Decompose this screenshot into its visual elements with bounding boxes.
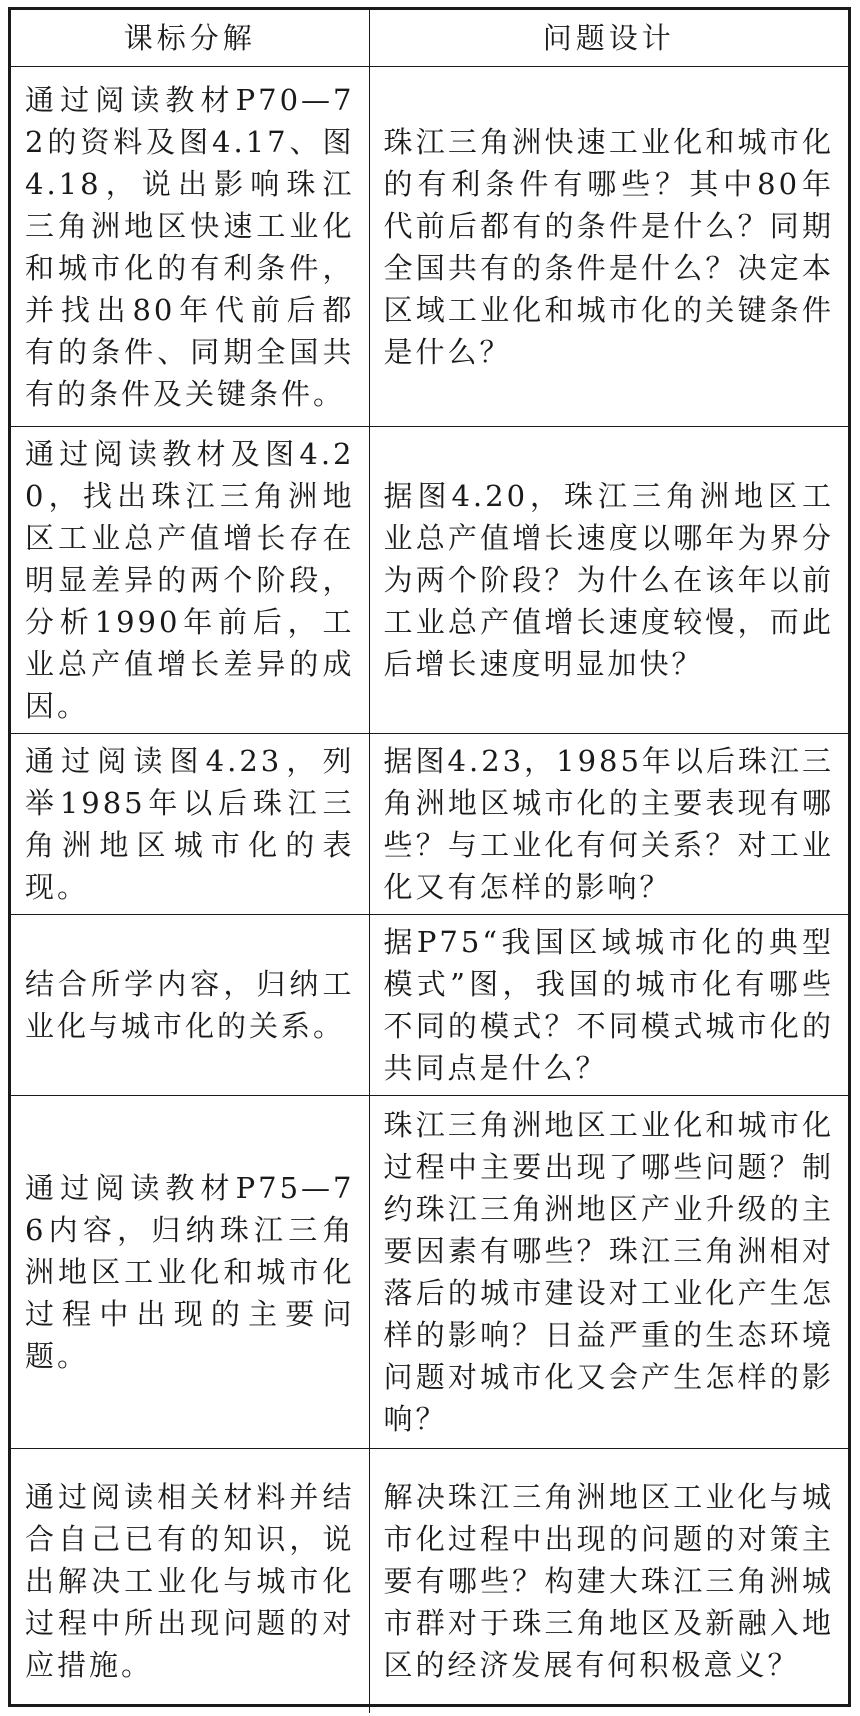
table-row bbox=[11, 915, 848, 1096]
question-cell: 据P75“我国区域城市化的典型模式”图，我国的城市化有哪些不同的模式？不同模式城市化的共同点是什么？ bbox=[369, 915, 848, 1096]
question-cell: 据图4.20，珠江三角洲地区工业总产值增长速度以哪年为界分为两个阶段？为什么在该年以前工业总产值增长速度较慢，而此后增长速度明显加快？ bbox=[369, 427, 848, 734]
standard-cell: 通过阅读教材及图4.20，找出珠江三角洲地区工业总产值增长存在明显差异的两个阶段，分析1990年前后，工业总产值增长差异的成因。 bbox=[11, 427, 369, 734]
standard-cell: 通过阅读教材P70—72的资料及图4.17、图4.18，说出影响珠江三角洲地区快速工业化和城市化的有利条件，并找出80年代前后都有的条件、同期全国共有的条件及关键条件。 bbox=[11, 67, 369, 427]
table-grid bbox=[11, 10, 848, 1713]
question-cell: 解决珠江三角洲地区工业化与城市化过程中出现的问题的对策主要有哪些？构建大珠江三角洲城市群对于珠三角地区及新融入地区的经济发展有何积极意义？ bbox=[369, 1449, 848, 1713]
table-row bbox=[11, 67, 848, 427]
header-standard-breakdown: 课标分解 bbox=[11, 10, 369, 67]
table-row bbox=[11, 427, 848, 734]
table-row bbox=[11, 734, 848, 915]
table-row bbox=[11, 1096, 848, 1449]
standard-cell: 通过阅读相关材料并结合自己已有的知识，说出解决工业化与城市化过程中所出现问题的对应措施。 bbox=[11, 1449, 369, 1713]
standard-cell: 通过阅读图4.23，列举1985年以后珠江三角洲地区城市化的表现。 bbox=[11, 734, 369, 915]
curriculum-table bbox=[8, 7, 851, 1707]
header-question-design: 问题设计 bbox=[369, 10, 848, 67]
table-header-row bbox=[11, 10, 848, 67]
standard-cell: 结合所学内容，归纳工业化与城市化的关系。 bbox=[11, 915, 369, 1096]
standard-cell: 通过阅读教材P75—76内容，归纳珠江三角洲地区工业化和城市化过程中出现的主要问题。 bbox=[11, 1096, 369, 1449]
question-cell: 据图4.23，1985年以后珠江三角洲地区城市化的主要表现有哪些？与工业化有何关系？对工业化又有怎样的影响？ bbox=[369, 734, 848, 915]
question-cell: 珠江三角洲快速工业化和城市化的有利条件有哪些？其中80年代前后都有的条件是什么？同期全国共有的条件是什么？决定本区域工业化和城市化的关键条件是什么？ bbox=[369, 67, 848, 427]
table-row bbox=[11, 1449, 848, 1713]
question-cell: 珠江三角洲地区工业化和城市化过程中主要出现了哪些问题？制约珠江三角洲地区产业升级的主要因素有哪些？珠江三角洲相对落后的城市建设对工业化产生怎样的影响？日益严重的生态环境问题对城市化又会产生怎样的影响？ bbox=[369, 1096, 848, 1449]
